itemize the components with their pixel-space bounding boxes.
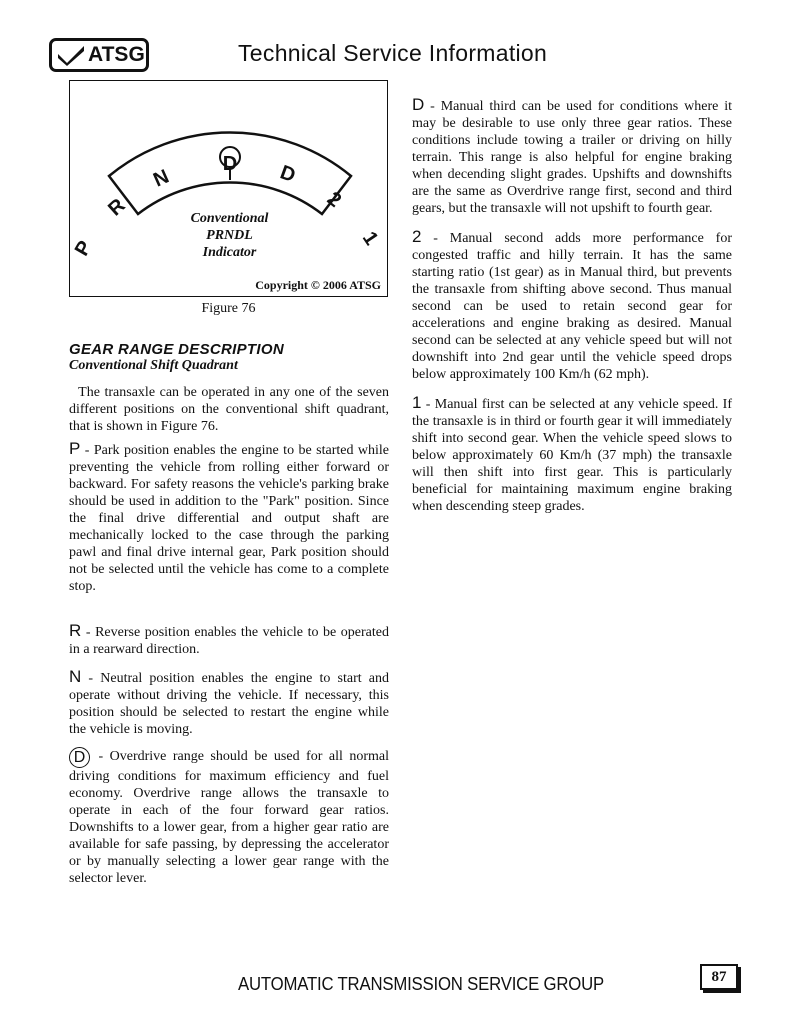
checkmark-icon [56,44,86,66]
quadrant-letter-2: N [150,165,173,192]
logo-text: ATSG [88,43,145,66]
quadrant-letter-3: D [222,153,238,175]
figure-label: Figure 76 [201,301,256,316]
section-subtitle: Conventional Shift Quadrant [69,358,238,373]
first-text: - Manual first can be selected at any vehicle speed. If the transaxle is in third or fourth gear it will immediately shift into second gear. When the vehicle speed slows to below approximately 60 Km/h (37 mph) the transaxle will then shift into first gear. This is particularly beneficial for maintaining maximum engine braking when descending steep grades. [412,397,732,514]
second-text: - Manual second adds more performance for congested traffic and hilly terrain. It has the same starting ratio (1st gear) as in Manual third, but prevents the transaxle from shifting above second. Thus manual second can be used to retain second gear for accelerations and engine braking as desired. Manual second can be selected at any vehicle speed but will not downshift into 2nd gear until the vehicle speed drops below approximately 100 Km/h (62 mph). [412,231,732,382]
page-header-title: Technical Service Information [238,40,548,66]
neutral-letter: N [69,667,82,686]
neutral-paragraph [69,668,389,738]
section-title: GEAR RANGE DESCRIPTION [69,341,284,358]
intro-paragraph [69,384,389,435]
quadrant-letter-6: 1 [357,227,383,250]
quadrant-letter-1: R [104,194,130,221]
drive-text: - Manual third can be used for conditions where it may be desirable to use only three gear ratios. These conditions include towing a trailer or driving on hilly terrain. This range is also helpful for engine braking when decending slight grades. Upshifts and downshifts are the same as Overdrive range first, second and third gears, but the transaxle will not upshift to fourth gear. [412,99,732,216]
reverse-letter: R [69,621,82,640]
overdrive-paragraph [69,747,389,887]
park-text: - Park position enables the engine to be started while preventing the vehicle from rolling either forward or backward. For safety reasons the vehicle's parking brake should be used in addition to the "Park" position. Since the final drive differential and output shaft are mechanically locked to the case through the parking pawl and final drive internal gear, Park position should not be selected until the vehicle has come to a complete stop. [69,443,389,594]
second-paragraph [412,228,732,383]
page-number: 87 [700,964,738,990]
park-paragraph [69,440,389,595]
right-column [412,96,732,515]
overdrive-text: - Overdrive range should be used for all normal driving conditions for maximum efficiency and fuel economy. Overdrive range allows the transaxle to operate in each of the four forward gear ratios. Downshifts to a lower gear, from a higher gear ratio are available for safe passing, by depressing the accelerator or by manually selecting a lower gear range with the selector lever. [69,749,389,886]
reverse-text: - Reverse position enables the vehicle to be operated in a rearward direction. [69,625,389,657]
reverse-paragraph [69,622,389,658]
neutral-text: - Neutral position enables the engine to start and operate without driving the vehicle. If necessary, this position should be selected to restart the engine while the vehicle is moving. [69,671,389,737]
drive-paragraph [412,96,732,217]
quadrant-letter-5: 2 [322,187,346,212]
atsg-logo [49,38,149,72]
first-letter: 1 [412,393,422,412]
first-paragraph [412,394,732,515]
park-letter: P [69,439,81,458]
footer-text: AUTOMATIC TRANSMISSION SERVICE GROUP [238,974,604,994]
figure-caption-line-1: Conventional [190,211,269,226]
figure-caption-line-2: PRNDL [206,228,253,243]
quadrant-letter-0: P [70,237,97,260]
drive-letter: D [412,95,425,114]
shift-quadrant-diagram [70,81,389,298]
prndl-figure [69,80,388,297]
overdrive-letter: D [69,747,90,768]
second-letter: 2 [412,227,422,246]
figure-caption-line-3: Indicator [202,245,257,260]
quadrant-letter-4: D [277,161,299,188]
intro-text: The transaxle can be operated in any one of the seven different positions on the conventional shift quadrant, that is shown in Figure 76. [69,385,390,434]
figure-copyright: Copyright © 2006 ATSG [255,278,381,292]
